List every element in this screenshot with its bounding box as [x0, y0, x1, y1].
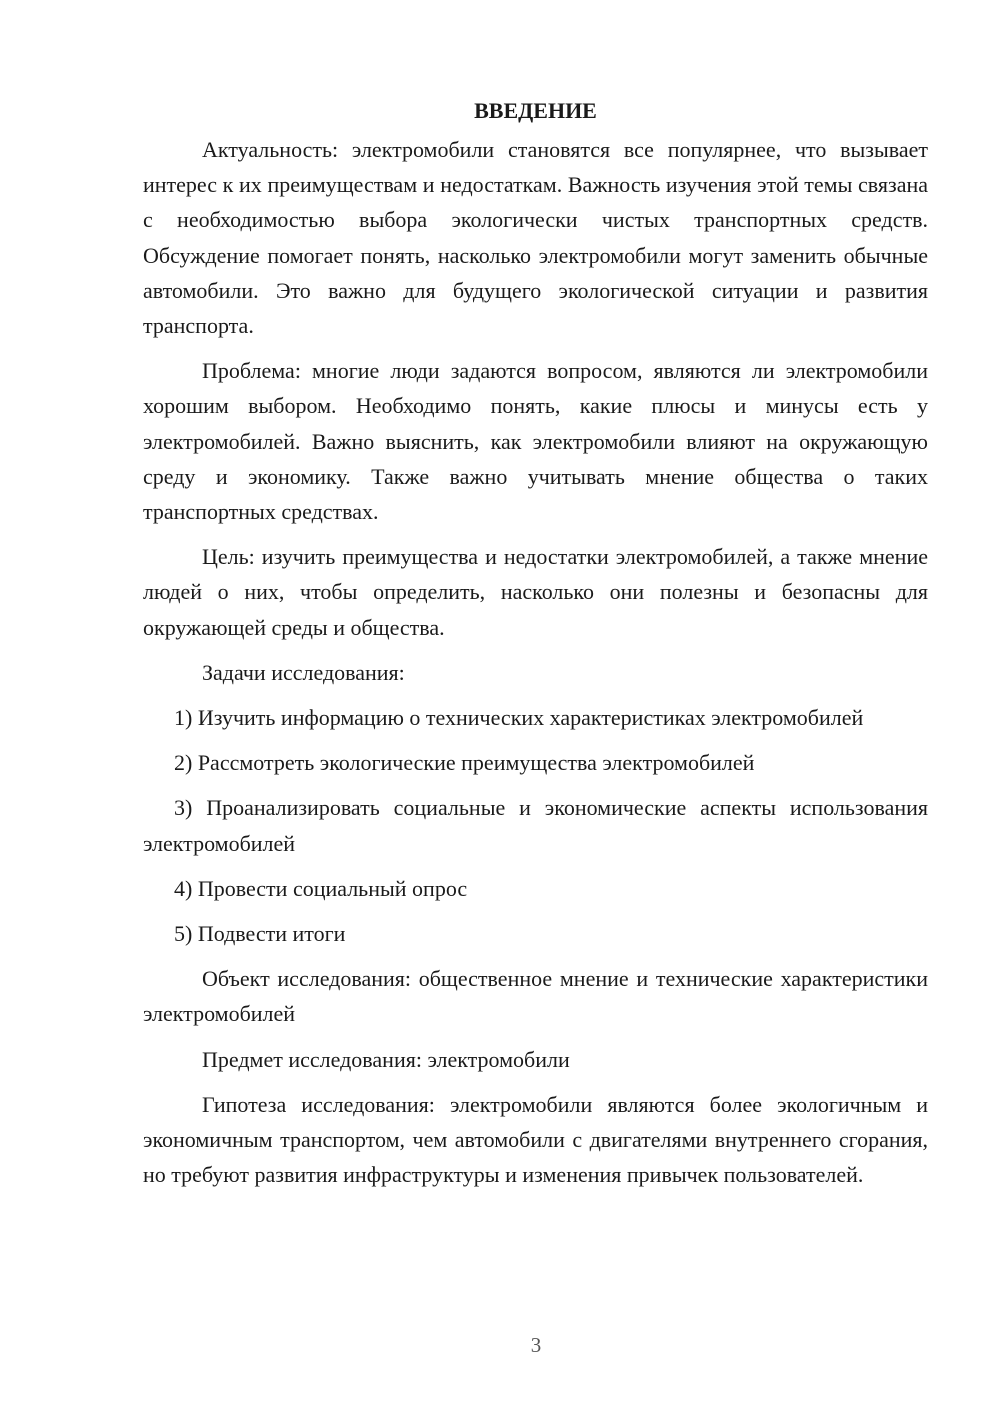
task-item-1: 1) Изучить информацию о технических характеристиках электромобилей — [174, 705, 864, 731]
problem-paragraph: Проблема: многие люди задаются вопросом, являются ли электромобили хорошим выбором. Необходимо понять, какие плюсы и минусы есть у электромобилей. Важно выяснить, как электромобили влияют на окружающую среду и экономику. Также важно учитывать мнение общества о таких транспортных средствах. — [143, 358, 928, 525]
section-heading: ВВЕДЕНИЕ — [474, 98, 597, 123]
subject-paragraph: Предмет исследования: электромобили — [202, 1046, 570, 1072]
page-content — [143, 93, 928, 1202]
task-item-2: 2) Рассмотреть экологические преимущества электромобилей — [174, 750, 755, 776]
task-item-4: 4) Провести социальный опрос — [174, 875, 468, 901]
hypothesis-paragraph: Гипотеза исследования: электромобили являются более экологичным и экономичным транспортом, чем автомобили с двигателями внутреннего сгорания, но требуют развития инфраструктуры и изменения привычек пользователей. — [143, 1091, 928, 1188]
page-number: 3 — [530, 1333, 542, 1357]
object-paragraph: Объект исследования: общественное мнение и технические характеристики электромобилей — [143, 966, 928, 1027]
relevance-paragraph: Актуальность: электромобили становятся все популярнее, что вызывает интерес к их преимуществам и недостаткам. Важность изучения этой темы связана с необходимостью выбора экологически чистых транспортных средств. Обсуждение помогает понять, насколько электромобили могут заменить обычные автомобили. Это важно для будущего экологической ситуации и развития транспорта. — [143, 137, 928, 339]
tasks-title: Задачи исследования: — [202, 659, 405, 685]
task-item-3: 3) Проанализировать социальные и экономические аспекты использования электромобилей — [143, 795, 928, 856]
task-item-5: 5) Подвести итоги — [174, 921, 346, 947]
goal-paragraph: Цель: изучить преимущества и недостатки электромобилей, а также мнение людей о них, чтобы определить, насколько они полезны и безопасны для окружающей среды и общества. — [143, 544, 928, 640]
